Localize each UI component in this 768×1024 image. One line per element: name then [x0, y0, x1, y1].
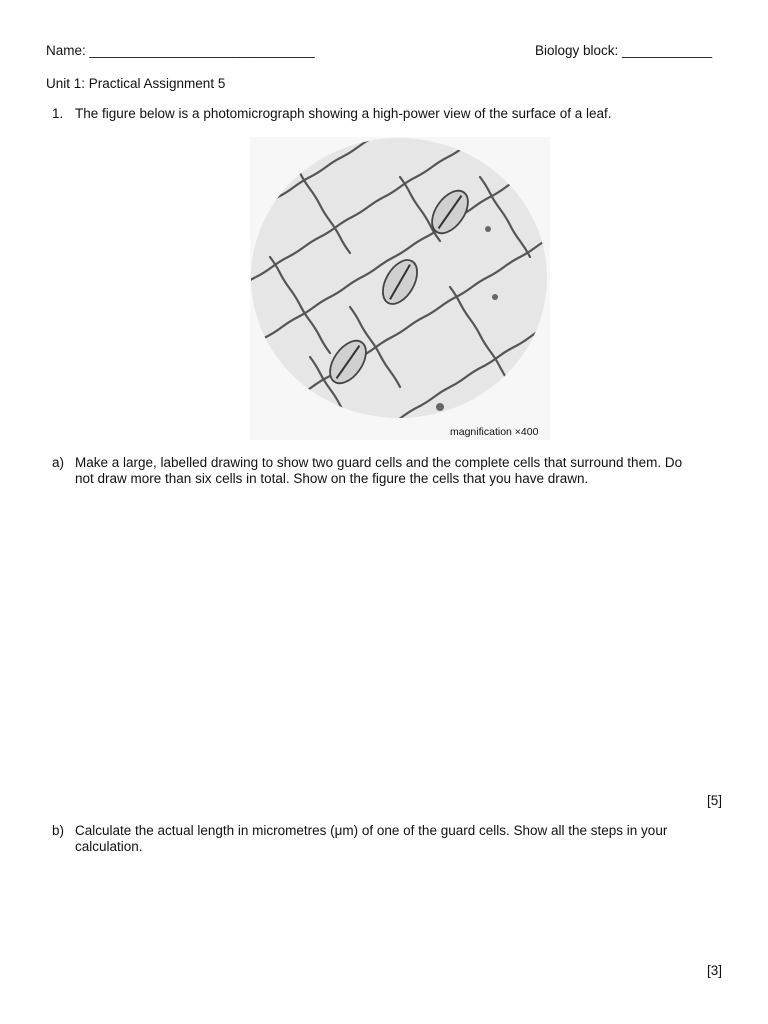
- name-field-label: Name: ______________________________: [46, 43, 315, 58]
- leaf-surface-photomicrograph: [250, 137, 550, 440]
- part-b-line-2: calculation.: [75, 839, 143, 854]
- question-1-number: 1.: [52, 106, 64, 121]
- part-b-marks: [3]: [706, 963, 722, 978]
- part-a-marks: [5]: [706, 793, 722, 808]
- part-a-line-2: not draw more than six cells in total. Show on the figure the cells that you have drawn.: [75, 471, 589, 486]
- part-b-instructions: [75, 823, 735, 855]
- question-1-text: The figure below is a photomicrograph showing a high-power view of the surface of a leaf.: [75, 106, 612, 121]
- part-b-label: b): [52, 823, 65, 838]
- part-a-instructions: [75, 455, 735, 487]
- biology-block-field-label: Biology block: ____________: [535, 43, 713, 58]
- part-a-label: a): [52, 455, 65, 470]
- unit-title: Unit 1: Practical Assignment 5: [46, 76, 226, 91]
- part-b-line-1: Calculate the actual length in micrometres (μm) of one of the guard cells. Show all the steps in your: [75, 823, 668, 838]
- part-a-line-1: Make a large, labelled drawing to show two guard cells and the complete cells that surround them. Do: [75, 455, 683, 470]
- magnification-caption: magnification ×400: [450, 426, 539, 438]
